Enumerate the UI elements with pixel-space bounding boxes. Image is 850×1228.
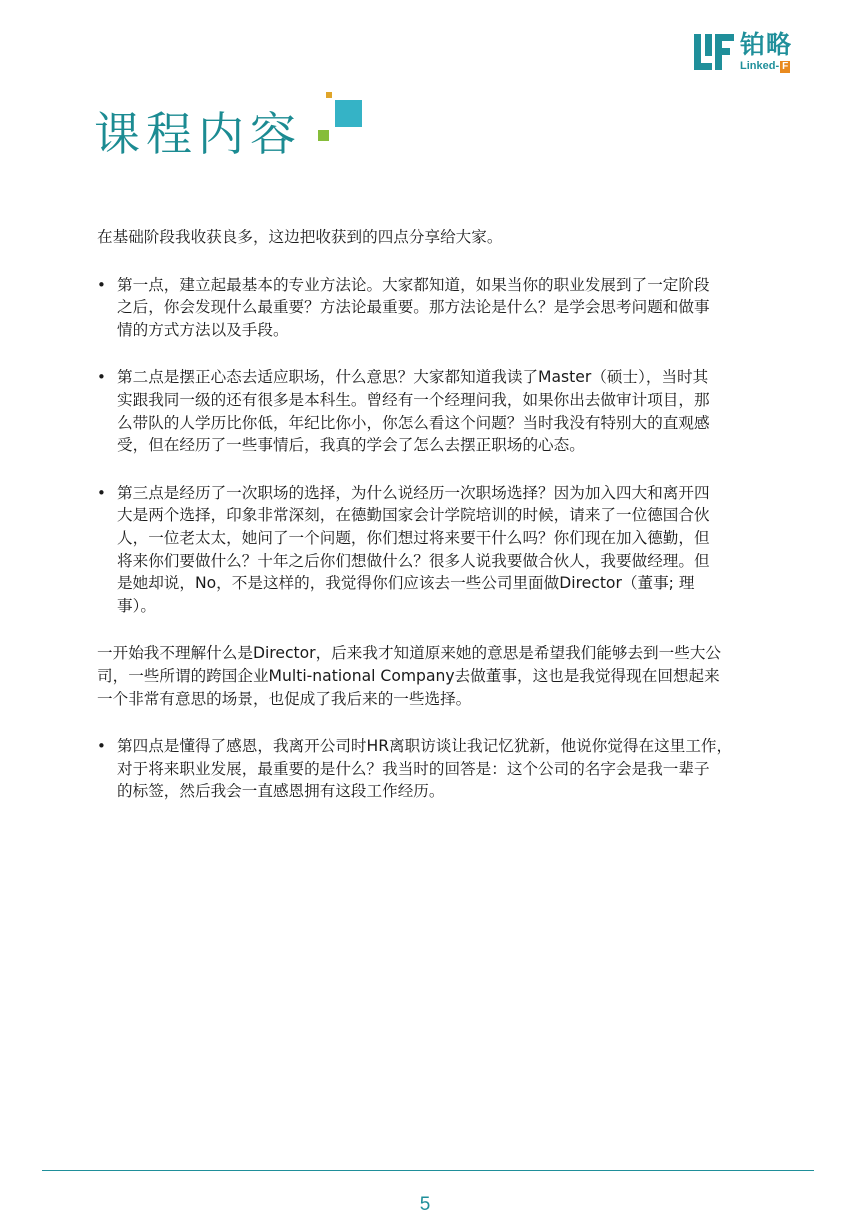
bullet-text: 第一点，建立起最基本的专业方法论。大家都知道，如果当你的职业发展到了一定阶段 之后，你会发现什么最重要？方法论最重要。那方法论是什么？是学会思考问题和做事 情的方式方法以及手段。 (117, 275, 710, 339)
page-title: 课程内容 (94, 107, 302, 161)
logo-en-box: F (782, 61, 789, 72)
bullet-text: 第二点是摆正心态去适应职场，什么意思？大家都知道我读了Master（硕士），当时其 实跟我同一级的还有很多是本科生。曾经有一个经理问我，如果你出去做审计项目，那 么带队的人学历比你低，年纪比你小，你怎么看这个问题？当时我没有特别大的直观感 受，但在经历了一些事情后，我真的学会了怎么去摆正职场的心态。 (117, 368, 710, 455)
bullet-point-2 (97, 366, 807, 456)
article-body (97, 226, 807, 828)
yellow-square-decoration (326, 92, 332, 98)
middle-paragraph: 一开始我不理解什么是Director，后来我才知道原来她的意思是希望我们能够去到一些大公 司，一些所谓的跨国企业Multi-national Company去做董事，这也是我觉得现在回想起来 一个非常有意思的场景，也促成了我后来的一些选择。 (97, 644, 722, 708)
bullet-marker: • (97, 483, 106, 502)
footer-divider (42, 1170, 814, 1171)
logo-chinese-text: 铂略 (740, 30, 793, 59)
bullet-point-4 (97, 735, 807, 803)
bullet-point-1 (97, 274, 807, 342)
bullet-point-3 (97, 482, 807, 618)
page-number: 5 (419, 1194, 431, 1215)
bullet-text: 第四点是懂得了感恩，我离开公司时HR离职访谈让我记忆犹新，他说你觉得在这里工作， 对于将来职业发展，最重要的是什么？我当时的回答是：这个公司的名字会是我一辈子 的标签，然后我会一直感恩拥有这段工作经历。 (117, 737, 733, 801)
bullet-marker: • (97, 275, 106, 294)
bullet-marker: • (97, 368, 106, 387)
linked-f-logo-icon (694, 34, 734, 70)
title-decoration-squares (318, 92, 366, 144)
bullet-marker: • (97, 737, 106, 756)
bullet-text: 第三点是经历了一次职场的选择，为什么说经历一次职场选择？因为加入四大和离开四 大是两个选择，印象非常深刻，在德勤国家会计学院培训的时候，请来了一位德国合伙 人，一位老太太，她问了一个问题，你们想过将来要干什么吗？你们现在加入德勤，但 将来你们要做什么？十年之后你们想做什么？很多人说我要做合伙人，我要做经理。但 是她却说，No，不是这样的，我觉得你们应该去一些公司里面做Director（董事; 理 事）。 (117, 483, 710, 615)
teal-square-decoration (335, 100, 362, 127)
logo-en-prefix: Linked- (740, 60, 780, 72)
logo-english-text (740, 60, 790, 73)
brand-logo (694, 30, 814, 76)
intro-paragraph: 在基础阶段我收获良多，这边把收获到的四点分享给大家。 (97, 228, 503, 246)
green-square-decoration (318, 130, 329, 141)
